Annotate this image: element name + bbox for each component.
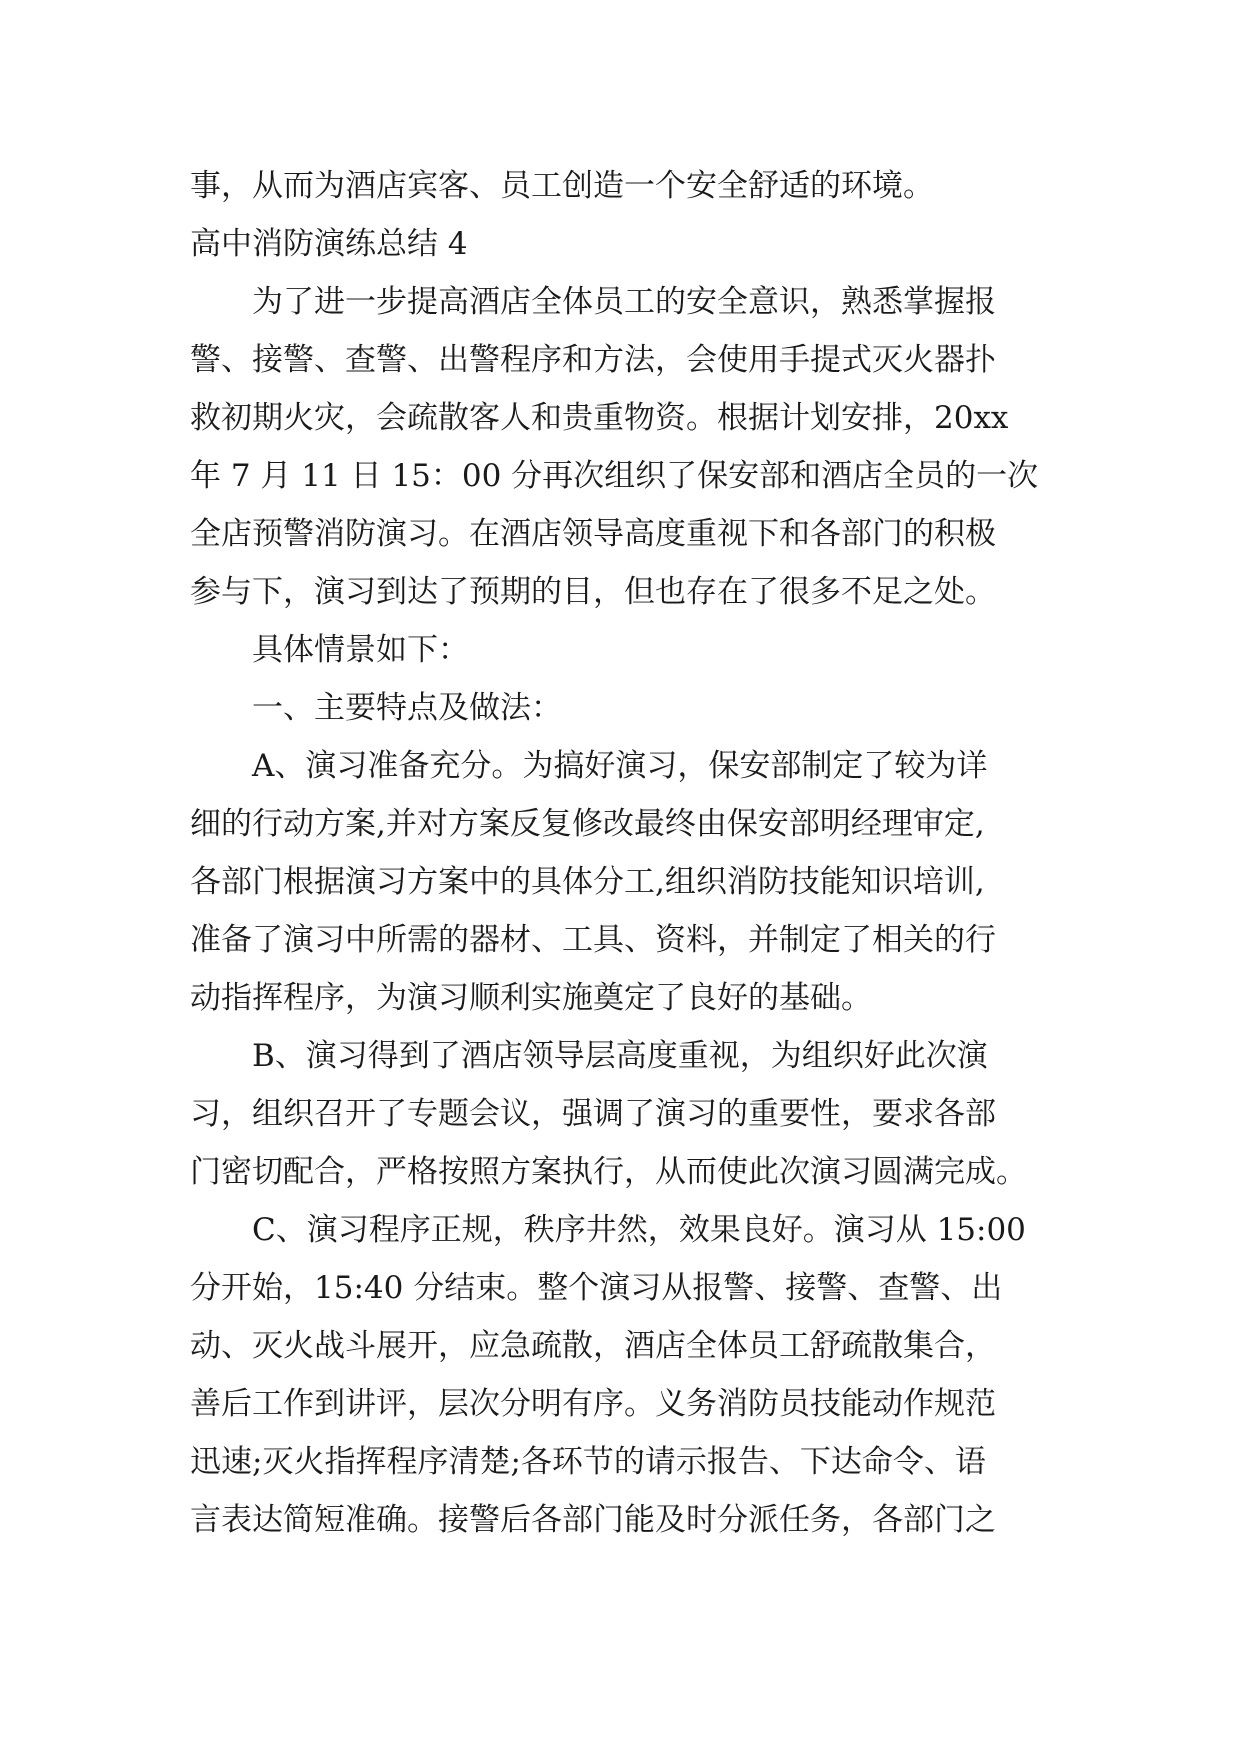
text-line: 善后工作到讲评，层次分明有序。义务消防员技能动作规范	[190, 1386, 996, 1422]
text-line: A、演习准备充分。为搞好演习，保安部制定了较为详	[252, 748, 988, 784]
text-line: 参与下，演习到达了预期的目，但也存在了很多不足之处。	[190, 574, 996, 610]
text-line: 具体情景如下：	[252, 632, 469, 668]
text-line: B、演习得到了酒店领导层高度重视，为组织好此次演	[252, 1038, 988, 1074]
text-line: 动指挥程序，为演习顺利实施奠定了良好的基础。	[190, 980, 872, 1016]
text-line: 为了进一步提高酒店全体员工的安全意识，熟悉掌握报	[252, 284, 996, 320]
text-line: 全店预警消防演习。在酒店领导高度重视下和各部门的积极	[190, 516, 996, 552]
text-line: 事，从而为酒店宾客、员工创造一个安全舒适的环境。	[190, 168, 934, 204]
text-line: 警、接警、查警、出警程序和方法，会使用手提式灭火器扑	[190, 342, 996, 378]
text-line: 门密切配合，严格按照方案执行，从而使此次演习圆满完成。	[190, 1154, 1027, 1190]
text-line: 分开始，15:40 分结束。整个演习从报警、接警、查警、出	[190, 1270, 1003, 1306]
text-line: 年 7 月 11 日 15：00 分再次组织了保安部和酒店全员的一次	[190, 458, 1039, 494]
text-line: 细的行动方案,并对方案反复修改最终由保安部明经理审定,	[190, 806, 985, 842]
text-line: 准备了演习中所需的器材、工具、资料，并制定了相关的行	[190, 922, 996, 958]
text-line: 迅速;灭火指挥程序清楚;各环节的请示报告、下达命令、语	[190, 1444, 986, 1480]
text-line: 言表达简短准确。接警后各部门能及时分派任务，各部门之	[190, 1502, 996, 1538]
section-heading: 高中消防演练总结 4	[190, 226, 468, 262]
text-line: 习，组织召开了专题会议，强调了演习的重要性，要求各部	[190, 1096, 996, 1132]
text-line: 救初期火灾，会疏散客人和贵重物资。根据计划安排，20xx	[190, 400, 1009, 436]
text-line: 动、灭火战斗展开，应急疏散，酒店全体员工舒疏散集合，	[190, 1328, 996, 1364]
text-line: 一、主要特点及做法：	[252, 690, 562, 726]
text-line: C、演习程序正规，秩序井然，效果良好。演习从 15:00	[252, 1212, 1026, 1248]
text-line: 各部门根据演习方案中的具体分工,组织消防技能知识培训,	[190, 864, 985, 900]
